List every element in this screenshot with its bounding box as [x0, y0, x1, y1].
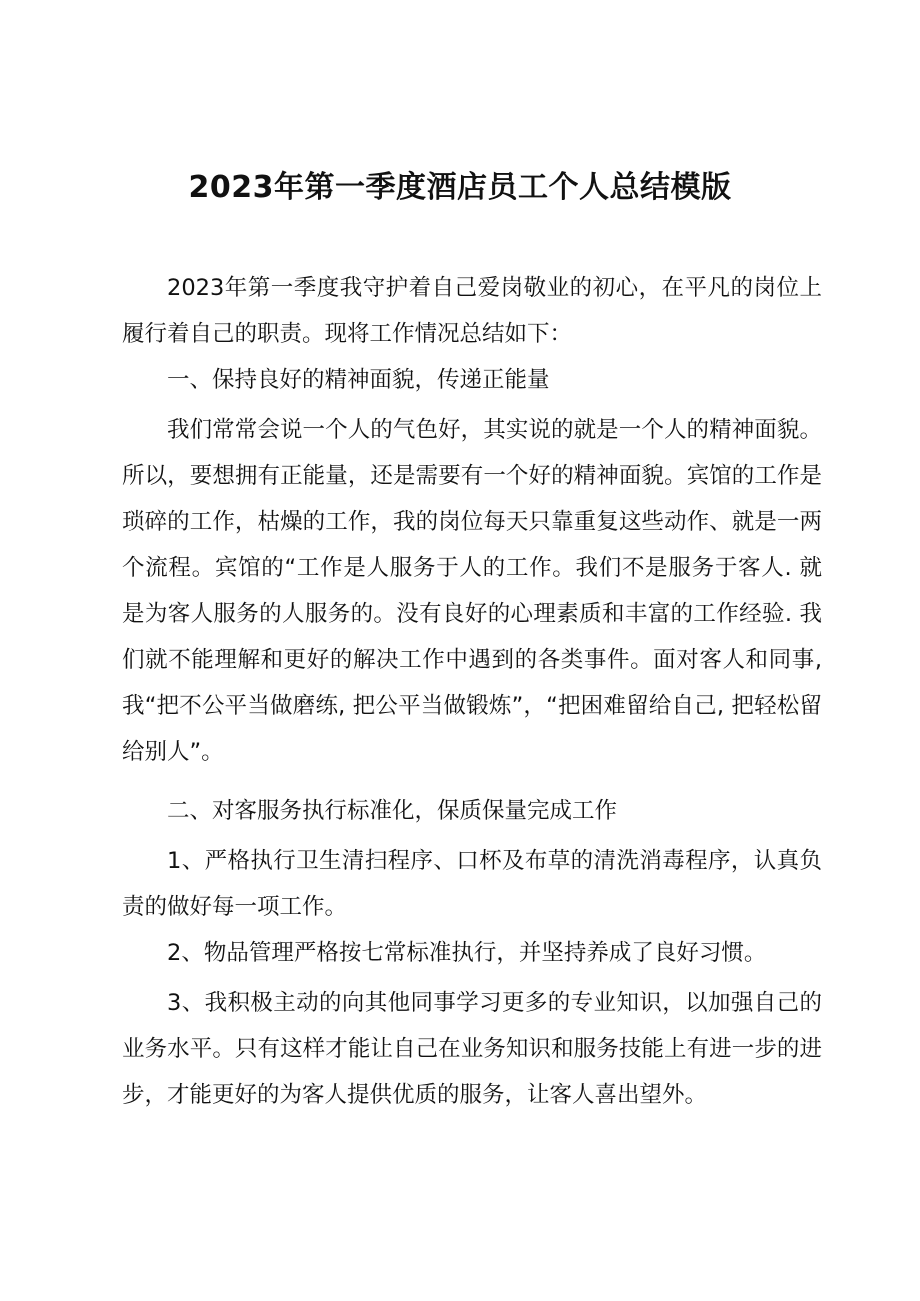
paragraph-intro: 2023年第一季度我守护着自己爱岗敬业的初心，在平凡的岗位上履行着自己的职责。现将工作情况总结如下： — [122, 275, 822, 347]
section-heading-2: 二、对客服务执行标准化，保质保量完成工作 — [167, 798, 618, 824]
list-item-1: 1、严格执行卫生清扫程序、口杯及布草的清洗消毒程序，认真负责的做好每一项工作。 — [122, 848, 822, 920]
document-title: 2023年第一季度酒店员工个人总结模版 — [188, 170, 732, 205]
paragraph-spirit: 我们常常会说一个人的气色好，其实说的就是一个人的精神面貌。所以，要想拥有正能量，还是需要有一个好的精神面貌。宾馆的工作是琐碎的工作，枯燥的工作，我的岗位每天只靠重复这些动作、就是一两个流程。宾馆的“工作是人服务于人的工作。我们不是服务于客人. 就是为客人服务的人服务的。没有良好的心理素质和丰富的工作经验. 我们就不能理解和更好的解决工作中遇到的各类事件。面对客人和同事, 我“把不公平当做磨练, 把公平当做锻炼”，“把困难留给自己, 把轻松留给别人”。 — [122, 417, 822, 765]
list-item-2: 2、物品管理严格按七常标准执行，并坚持养成了良好习惯。 — [167, 940, 767, 966]
list-item-3: 3、我积极主动的向其他同事学习更多的专业知识，以加强自己的业务水平。只有这样才能让自己在业务知识和服务技能上有进一步的进步，才能更好的为客人提供优质的服务，让客人喜出望外。 — [122, 990, 822, 1108]
section-heading-1: 一、保持良好的精神面貌，传递正能量 — [167, 367, 550, 393]
